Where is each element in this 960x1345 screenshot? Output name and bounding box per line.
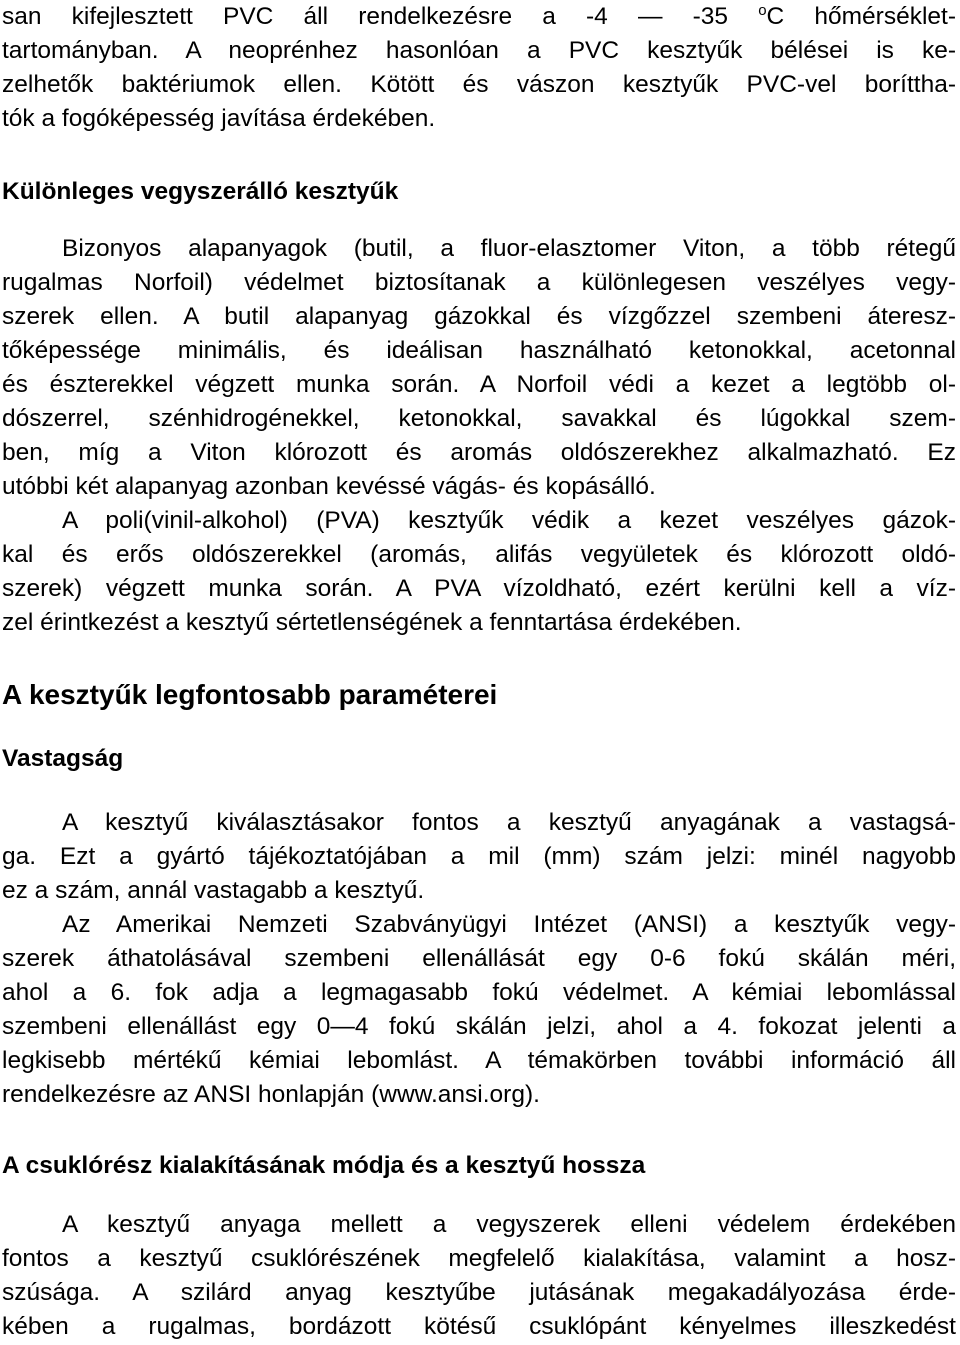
special-line: szerek ellen. A butil alapanyag gázokkal és vízgőzzel szembeni áteresz- (2, 303, 956, 330)
special-line: tőképessége minimális, és ideálisan használható ketonokkal, acetonnal (2, 337, 956, 364)
params-heading: A kesztyűk legfontosabb paraméterei (2, 679, 498, 710)
special-heading: Különleges vegyszerálló kesztyűk (2, 178, 399, 205)
special-line: A poli(vinil-alkohol) (PVA) kesztyűk védik a kezet veszélyes gázok- (62, 507, 956, 534)
cuff-heading: A csuklórész kialakításának módja és a kesztyű hossza (2, 1152, 646, 1179)
special-line: Bizonyos alapanyagok (butil, a fluor-elasztomer Viton, a több rétegű (62, 235, 956, 262)
thickness-line: szerek áthatolásával szembeni ellenállását egy 0-6 fokú skálán méri, (2, 945, 956, 972)
thickness-line: rendelkezésre az ANSI honlapján (www.ansi.org). (2, 1081, 540, 1108)
thickness-line: A kesztyű kiválasztásakor fontos a kesztyű anyagának a vastagsá- (62, 809, 956, 836)
thickness-line: Az Amerikai Nemzeti Szabványügyi Intézet (ANSI) a kesztyűk vegy- (62, 911, 956, 938)
cuff-line: szúsága. A szilárd anyag kesztyűbe jutásának megakadályozása érde- (2, 1279, 956, 1306)
thickness-line: ahol a 6. fok adja a legmagasabb fokú védelmet. A kémiai lebomlással (2, 979, 956, 1006)
intro-line-3: zelhetők baktériumok ellen. Kötött és vászon kesztyűk PVC-vel boríttha- (2, 71, 956, 98)
special-line: szerek) végzett munka során. A PVA vízoldható, ezért kerülni kell a víz- (2, 575, 956, 602)
intro-line-1: san kifejlesztett PVC áll rendelkezésre a -4 — -35 $^o$C hőmérséklet- (2, 2, 956, 30)
degree-sup: o (758, 2, 767, 19)
special-line: kal és erős oldószerekkel (aromás, alifás vegyületek és klórozott oldó- (2, 541, 956, 568)
thickness-line: legkisebb mértékű kémiai lebomlást. A témakörben további információ áll (2, 1047, 956, 1074)
thickness-heading: Vastagság (2, 745, 124, 772)
special-line: ben, míg a Viton klórozott és aromás oldószerekhez alkalmazható. Ez (2, 439, 956, 466)
cuff-line: A kesztyű anyaga mellett a vegyszerek elleni védelem érdekében (62, 1211, 956, 1238)
intro-line-2: tartományban. A neoprénhez hasonlóan a PVC kesztyűk bélései is ke- (2, 37, 956, 64)
cuff-line: kében a rugalmas, bordázott kötésű csuklópánt kényelmes illeszkedést (2, 1313, 956, 1340)
thickness-line: ga. Ezt a gyártó tájékoztatójában a mil (mm) szám jelzi: minél nagyobb (2, 843, 956, 870)
special-line: zel érintkezést a kesztyű sértetlenségének a fenntartása érdekében. (2, 609, 742, 636)
special-line: dószerrel, szénhidrogénekkel, ketonokkal, savakkal és lúgokkal szem- (2, 405, 956, 432)
cuff-line: fontos a kesztyű csuklórészének megfelelő kialakítása, valamint a hosz- (2, 1245, 956, 1272)
thickness-line: ez a szám, annál vastagabb a kesztyű. (2, 877, 425, 904)
special-line: utóbbi két alapanyag azonban kevéssé vágás- és kopásálló. (2, 473, 656, 500)
thickness-line: szembeni ellenállást egy 0—4 fokú skálán jelzi, ahol a 4. fokozat jelenti a (2, 1013, 956, 1040)
special-line: rugalmas Norfoil) védelmet biztosítanak a különlegesen veszélyes vegy- (2, 269, 956, 296)
special-line: és észterekkel végzett munka során. A Norfoil védi a kezet a legtöbb ol- (2, 371, 956, 398)
intro-line-4: tók a fogóképesség javítása érdekében. (2, 105, 436, 132)
